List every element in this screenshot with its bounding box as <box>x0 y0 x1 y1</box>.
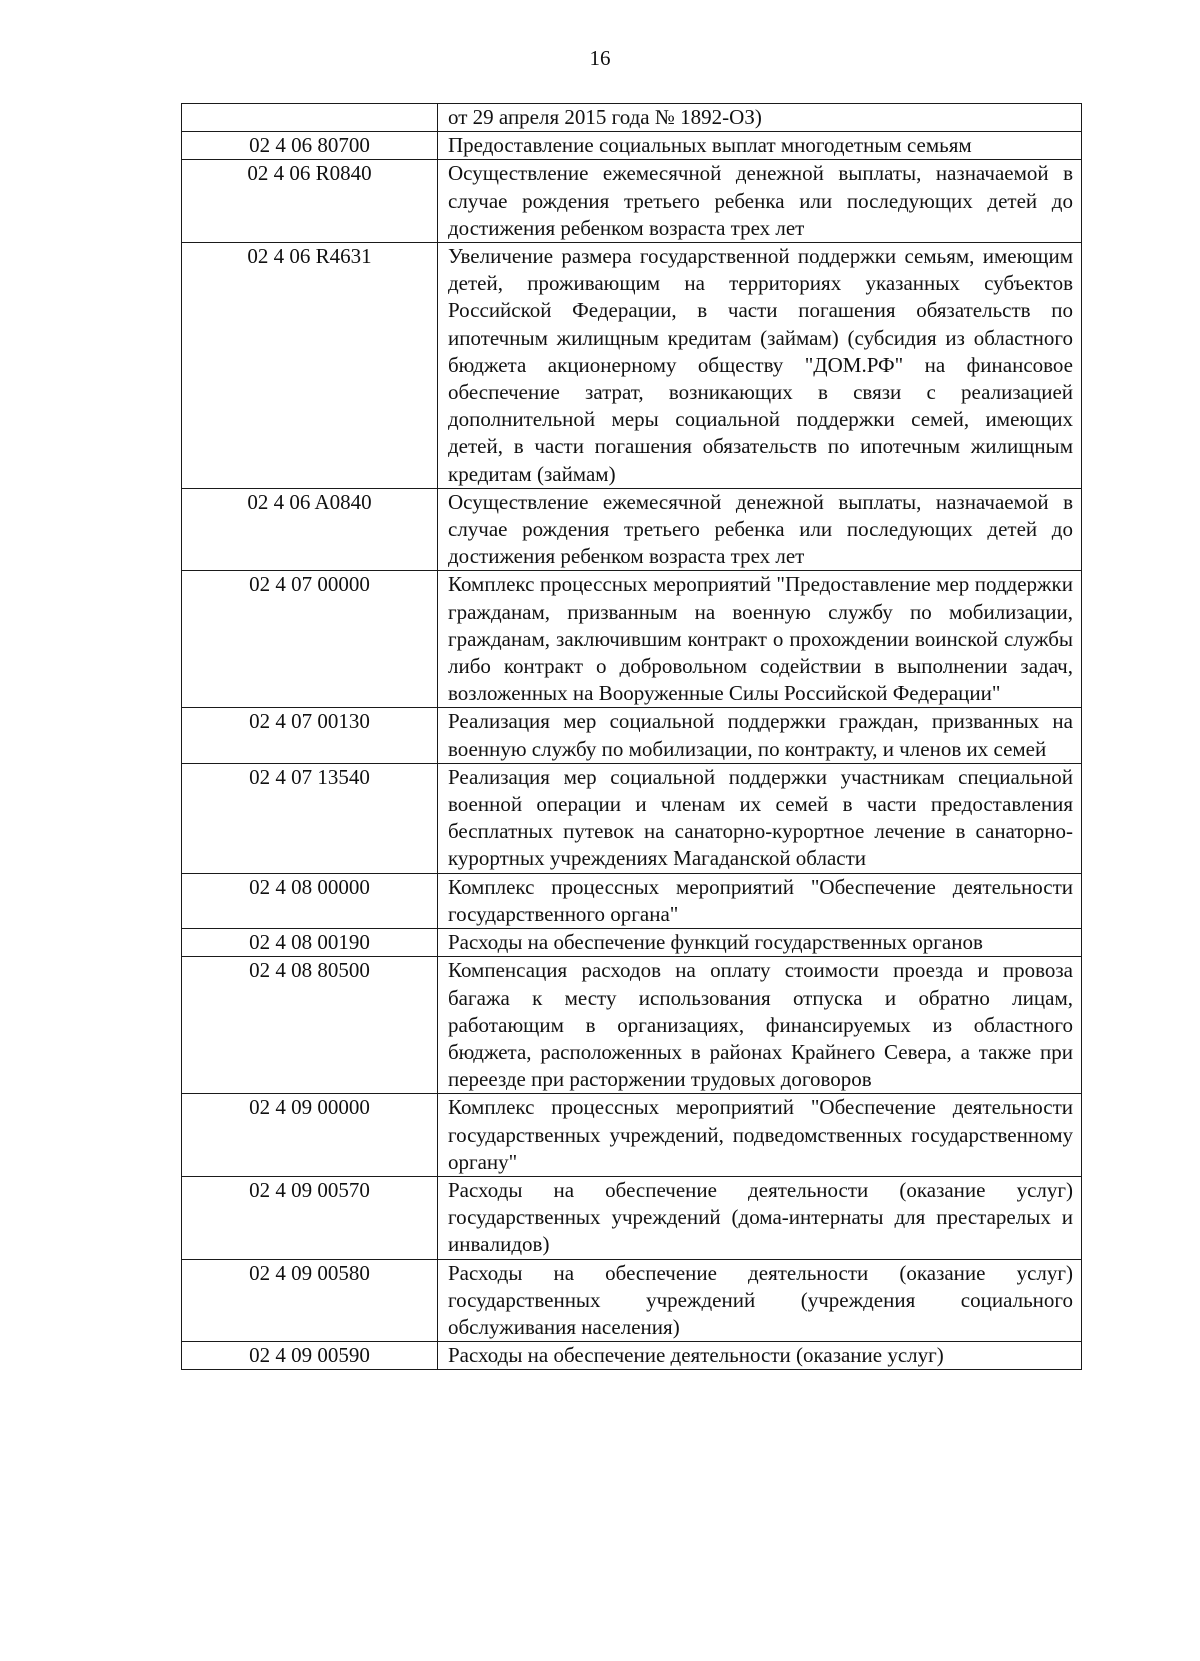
row-code: 02 4 07 13540 <box>182 763 438 873</box>
table-row <box>182 243 1082 489</box>
row-code: 02 4 07 00130 <box>182 708 438 763</box>
row-code: 02 4 07 00000 <box>182 571 438 708</box>
table-row <box>182 873 1082 928</box>
table-row <box>182 1176 1082 1259</box>
table-row <box>182 957 1082 1094</box>
row-code: 02 4 08 80500 <box>182 957 438 1094</box>
row-description: Реализация мер социальной поддержки граждан, призванных на военную службу по мобилизации, по контракту, и членов их семей <box>438 708 1082 763</box>
page-number: 16 <box>589 46 611 70</box>
row-code: 02 4 09 00570 <box>182 1176 438 1259</box>
code-table <box>181 103 1082 1370</box>
row-description: от 29 апреля 2015 года № 1892-ОЗ) <box>438 104 1082 132</box>
row-description: Комплекс процессных мероприятий "Обеспечение деятельности государственного органа" <box>438 873 1082 928</box>
row-description: Осуществление ежемесячной денежной выплаты, назначаемой в случае рождения третьего ребенка или последующих детей до достижения ребенком возраста трех лет <box>438 488 1082 571</box>
row-code: 02 4 06 R0840 <box>182 160 438 243</box>
row-code: 02 4 09 00000 <box>182 1094 438 1177</box>
row-code: 02 4 08 00000 <box>182 873 438 928</box>
row-description: Предоставление социальных выплат многодетным семьям <box>438 132 1082 160</box>
table-row <box>182 1259 1082 1342</box>
row-description: Комплекс процессных мероприятий "Обеспечение деятельности государственных учреждений, подведомственных государственному органу" <box>438 1094 1082 1177</box>
row-description: Расходы на обеспечение функций государственных органов <box>438 929 1082 957</box>
row-description: Реализация мер социальной поддержки участникам специальной военной операции и членам их семей в части предоставления бесплатных путевок на санаторно-курортное лечение в санаторно-курортных учреждениях Магаданской области <box>438 763 1082 873</box>
row-description: Комплекс процессных мероприятий "Предоставление мер поддержки гражданам, призванным на военную службу по мобилизации, гражданам, заключившим контракт о прохождении воинской службы либо контракт о добровольном содействии в выполнении задач, возложенных на Вооруженные Силы Российской Федерации" <box>438 571 1082 708</box>
row-description: Увеличение размера государственной поддержки семьям, имеющим детей, проживающим на территориях указанных субъектов Российской Федерации, в части погашения обязательств по ипотечным жилищным кредитам (займам) (субсидия из областного бюджета акционерному обществу "ДОМ.РФ" на финансовое обеспечение затрат, возникающих в связи с реализацией дополнительной меры социальной поддержки семей, имеющих детей, в части погашения обязательств по ипотечным жилищным кредитам (займам) <box>438 243 1082 489</box>
table-row <box>182 763 1082 873</box>
table-row <box>182 929 1082 957</box>
table-row <box>182 1094 1082 1177</box>
row-description: Расходы на обеспечение деятельности (оказание услуг) государственных учреждений (дома-интернаты для престарелых и инвалидов) <box>438 1176 1082 1259</box>
table-row <box>182 708 1082 763</box>
budget-classification-table <box>181 103 1081 1370</box>
table-row <box>182 571 1082 708</box>
row-code: 02 4 09 00580 <box>182 1259 438 1342</box>
row-code: 02 4 06 R4631 <box>182 243 438 489</box>
row-description: Осуществление ежемесячной денежной выплаты, назначаемой в случае рождения третьего ребенка или последующих детей до достижения ребенком возраста трех лет <box>438 160 1082 243</box>
row-description: Компенсация расходов на оплату стоимости проезда и провоза багажа к месту использования отпуска и обратно лицам, работающим в организациях, финансируемых из областного бюджета, расположенных в районах Крайнего Севера, а также при переезде при расторжении трудовых договоров <box>438 957 1082 1094</box>
row-description: Расходы на обеспечение деятельности (оказание услуг) <box>438 1342 1082 1370</box>
table-row <box>182 488 1082 571</box>
row-code: 02 4 08 00190 <box>182 929 438 957</box>
table-row <box>182 104 1082 132</box>
table-row <box>182 1342 1082 1370</box>
row-code: 02 4 06 80700 <box>182 132 438 160</box>
table-row <box>182 132 1082 160</box>
table-row <box>182 160 1082 243</box>
row-code: 02 4 09 00590 <box>182 1342 438 1370</box>
row-description: Расходы на обеспечение деятельности (оказание услуг) государственных учреждений (учреждения социального обслуживания населения) <box>438 1259 1082 1342</box>
row-code: 02 4 06 A0840 <box>182 488 438 571</box>
row-code <box>182 104 438 132</box>
